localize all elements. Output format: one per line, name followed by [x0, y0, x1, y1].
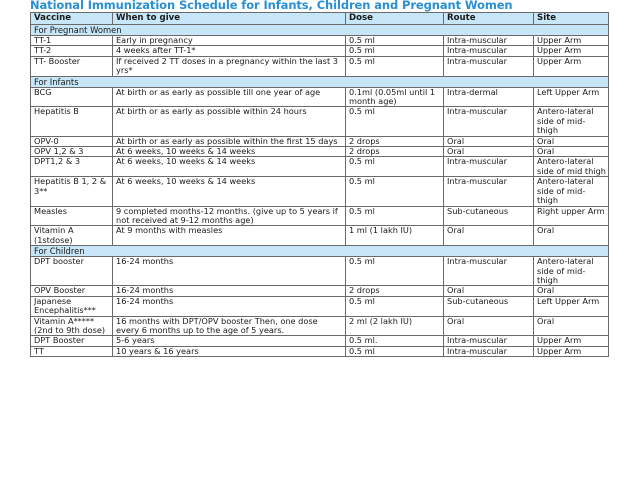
when-to-give-cell: 4 weeks after TT-1*	[113, 46, 346, 56]
route-cell: Intra-muscular	[444, 346, 534, 356]
route-cell: Intra-muscular	[444, 46, 534, 56]
when-to-give-cell: 16 months with DPT/OPV booster Then, one dose every 6 months up to the age of 5 years.	[113, 316, 346, 336]
dose-cell: 0.5 ml	[346, 257, 444, 286]
when-to-give-cell: At birth or as early as possible till one year of age	[113, 87, 346, 107]
dose-cell: 2 drops	[346, 147, 444, 157]
vaccine-cell: Measles	[31, 206, 113, 226]
when-to-give-cell: 16-24 months	[113, 286, 346, 296]
table-row	[31, 36, 609, 46]
header-route: Route	[444, 13, 534, 25]
vaccine-cell: Vitamin A (1stdose)	[31, 226, 113, 246]
vaccine-cell: DPT Booster	[31, 336, 113, 346]
when-to-give-cell: 5-6 years	[113, 336, 346, 346]
site-cell: Upper Arm	[534, 346, 609, 356]
table-row	[31, 257, 609, 286]
vaccine-cell: OPV 1,2 & 3	[31, 147, 113, 157]
vaccine-cell: DPT1,2 & 3	[31, 157, 113, 177]
when-to-give-cell: Early in pregnancy	[113, 36, 346, 46]
table-row	[31, 136, 609, 146]
dose-cell: 0.5 ml	[346, 296, 444, 316]
dose-cell: 0.5 ml	[346, 346, 444, 356]
header-vaccine: Vaccine	[31, 13, 113, 25]
table-row	[31, 177, 609, 206]
vaccine-cell: OPV Booster	[31, 286, 113, 296]
section-label: For Children	[31, 246, 609, 257]
site-cell: Antero-lateral side of mid-thigh	[534, 257, 609, 286]
header-when-to-give: When to give	[113, 13, 346, 25]
table-row	[31, 107, 609, 136]
section-label: For Pregnant Women	[31, 25, 609, 36]
document-title: National Immunization Schedule for Infants, Children and Pregnant Women	[30, 0, 513, 12]
table-row	[31, 206, 609, 226]
route-cell: Intra-dermal	[444, 87, 534, 107]
header-site: Site	[534, 13, 609, 25]
site-cell: Oral	[534, 286, 609, 296]
table-row	[31, 147, 609, 157]
vaccine-cell: BCG	[31, 87, 113, 107]
vaccine-cell: Hepatitis B 1, 2 & 3**	[31, 177, 113, 206]
immunization-schedule-document	[30, 0, 608, 357]
route-cell: Oral	[444, 316, 534, 336]
dose-cell: 0.5 ml.	[346, 336, 444, 346]
vaccine-cell: Vitamin A***** (2nd to 9th dose)	[31, 316, 113, 336]
vaccine-cell: DPT booster	[31, 257, 113, 286]
when-to-give-cell: At 6 weeks, 10 weeks & 14 weeks	[113, 177, 346, 206]
route-cell: Intra-muscular	[444, 336, 534, 346]
table-row	[31, 336, 609, 346]
schedule-table	[30, 12, 609, 357]
route-cell: Oral	[444, 136, 534, 146]
when-to-give-cell: At 6 weeks, 10 weeks & 14 weeks	[113, 147, 346, 157]
route-cell: Intra-muscular	[444, 36, 534, 46]
site-cell: Oral	[534, 136, 609, 146]
when-to-give-cell: At birth or as early as possible within the first 15 days	[113, 136, 346, 146]
site-cell: Upper Arm	[534, 36, 609, 46]
route-cell: Oral	[444, 286, 534, 296]
table-row	[31, 346, 609, 356]
table-row	[31, 46, 609, 56]
vaccine-cell: TT-1	[31, 36, 113, 46]
site-cell: Antero-lateral side of mid-thigh	[534, 107, 609, 136]
route-cell: Oral	[444, 226, 534, 246]
route-cell: Intra-muscular	[444, 177, 534, 206]
route-cell: Sub-cutaneous	[444, 296, 534, 316]
site-cell: Right upper Arm	[534, 206, 609, 226]
table-row	[31, 296, 609, 316]
site-cell: Left Upper Arm	[534, 296, 609, 316]
route-cell: Intra-muscular	[444, 107, 534, 136]
section-row	[31, 25, 609, 36]
when-to-give-cell: At 6 weeks, 10 weeks & 14 weeks	[113, 157, 346, 177]
dose-cell: 2 drops	[346, 286, 444, 296]
dose-cell: 0.5 ml	[346, 36, 444, 46]
section-row	[31, 246, 609, 257]
vaccine-cell: TT- Booster	[31, 56, 113, 76]
dose-cell: 0.5 ml	[346, 107, 444, 136]
dose-cell: 0.5 ml	[346, 157, 444, 177]
site-cell: Left Upper Arm	[534, 87, 609, 107]
route-cell: Intra-muscular	[444, 157, 534, 177]
dose-cell: 0.5 ml	[346, 56, 444, 76]
route-cell: Oral	[444, 147, 534, 157]
site-cell: Oral	[534, 316, 609, 336]
vaccine-cell: OPV-0	[31, 136, 113, 146]
when-to-give-cell: 16-24 months	[113, 257, 346, 286]
site-cell: Antero-lateral side of mid thigh	[534, 157, 609, 177]
site-cell: Oral	[534, 226, 609, 246]
route-cell: Intra-muscular	[444, 56, 534, 76]
when-to-give-cell: 9 completed months-12 months. (give up to 5 years if not received at 9-12 months age)	[113, 206, 346, 226]
when-to-give-cell: 10 years & 16 years	[113, 346, 346, 356]
table-row	[31, 157, 609, 177]
table-row	[31, 286, 609, 296]
site-cell: Upper Arm	[534, 46, 609, 56]
dose-cell: 1 ml (1 lakh IU)	[346, 226, 444, 246]
section-row	[31, 76, 609, 87]
site-cell: Antero-lateral side of mid-thigh	[534, 177, 609, 206]
dose-cell: 2 ml (2 lakh IU)	[346, 316, 444, 336]
route-cell: Sub-cutaneous	[444, 206, 534, 226]
route-cell: Intra-muscular	[444, 257, 534, 286]
vaccine-cell: TT-2	[31, 46, 113, 56]
vaccine-cell: Japanese Encephalitis***	[31, 296, 113, 316]
site-cell: Upper Arm	[534, 336, 609, 346]
when-to-give-cell: 16-24 months	[113, 296, 346, 316]
when-to-give-cell: At birth or as early as possible within 24 hours	[113, 107, 346, 136]
dose-cell: 0.5 ml	[346, 206, 444, 226]
table-row	[31, 56, 609, 76]
dose-cell: 0.5 ml	[346, 46, 444, 56]
header-row	[31, 13, 609, 25]
table-row	[31, 87, 609, 107]
site-cell: Upper Arm	[534, 56, 609, 76]
dose-cell: 2 drops	[346, 136, 444, 146]
section-label: For Infants	[31, 76, 609, 87]
table-row	[31, 226, 609, 246]
dose-cell: 0.1ml (0.05ml until 1 month age)	[346, 87, 444, 107]
table-body	[31, 25, 609, 357]
when-to-give-cell: At 9 months with measles	[113, 226, 346, 246]
vaccine-cell: Hepatitis B	[31, 107, 113, 136]
header-dose: Dose	[346, 13, 444, 25]
dose-cell: 0.5 ml	[346, 177, 444, 206]
when-to-give-cell: If received 2 TT doses in a pregnancy within the last 3 yrs*	[113, 56, 346, 76]
table-row	[31, 316, 609, 336]
vaccine-cell: TT	[31, 346, 113, 356]
site-cell: Oral	[534, 147, 609, 157]
